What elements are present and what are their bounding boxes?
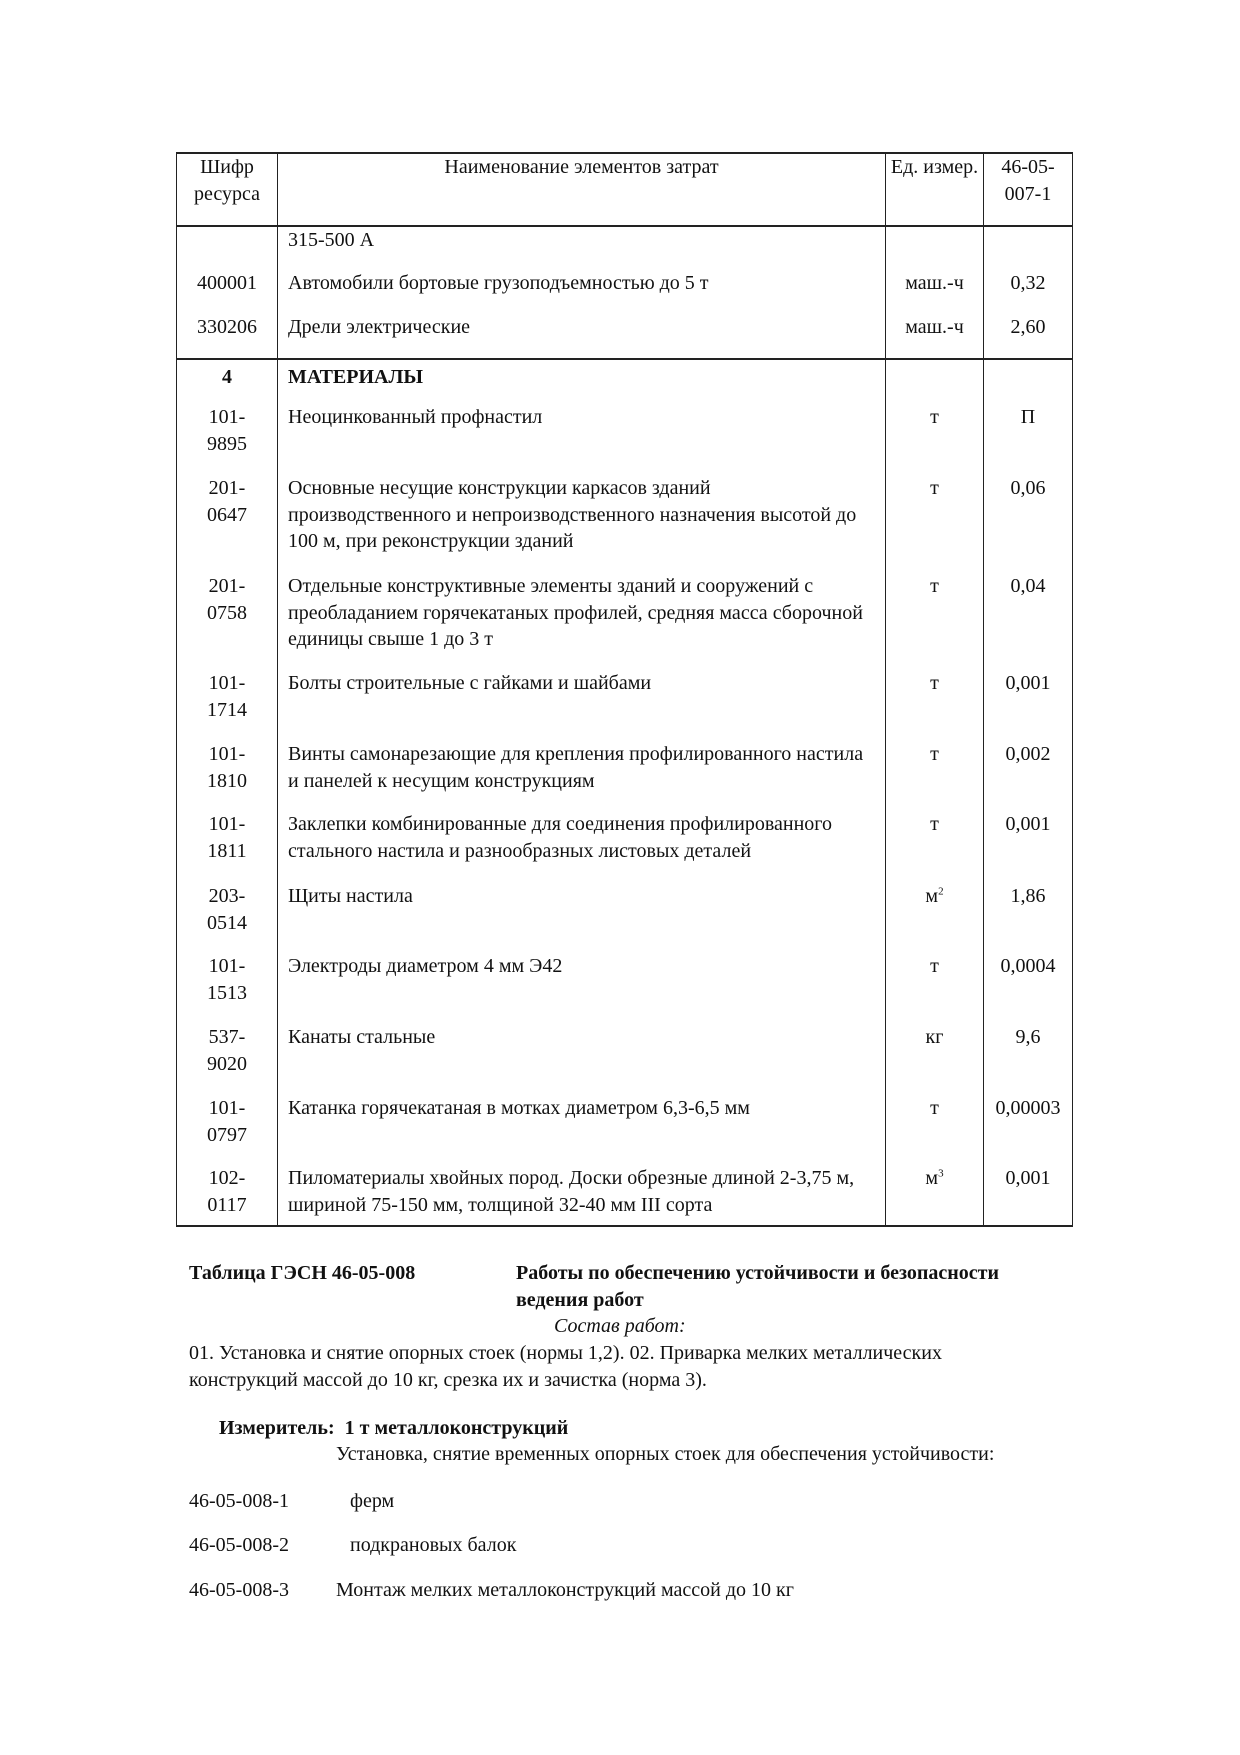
cell-code: 101- 1513 bbox=[177, 953, 278, 1024]
cell-name: Основные несущие конструкции каркасов зданий производственного и непроизводственного назначения высотой до 100 м, при реконструкции зданий bbox=[278, 475, 886, 573]
cell-unit: маш.-ч bbox=[886, 270, 984, 314]
table-row bbox=[177, 811, 1073, 883]
cell-code: 201- 0647 bbox=[177, 475, 278, 573]
header-name: Наименование элементов затрат bbox=[278, 153, 886, 226]
table-id: Таблица ГЭСН 46-05-008 bbox=[189, 1262, 416, 1284]
cell-unit bbox=[886, 953, 984, 1024]
cell-name: Болты строительные с гайками и шайбами bbox=[278, 670, 886, 741]
resource-table bbox=[176, 152, 1073, 1227]
unit-text: т bbox=[930, 813, 939, 835]
unit-text: м bbox=[925, 1167, 939, 1189]
cell-name: Неоцинкованный профнастил bbox=[278, 404, 886, 475]
table-row bbox=[177, 314, 1073, 359]
meter-value: 1 т металлоконструкций bbox=[344, 1417, 569, 1439]
header-unit: Ед. измер. bbox=[886, 153, 984, 226]
cell-unit bbox=[886, 741, 984, 811]
table-row bbox=[177, 270, 1073, 314]
header-code: Шифр ресурса bbox=[177, 153, 278, 226]
cell-unit bbox=[886, 573, 984, 670]
cell-value: 0,002 bbox=[984, 741, 1073, 811]
cell-name: Электроды диаметром 4 мм Э42 bbox=[278, 953, 886, 1024]
cell-value: 1,86 bbox=[984, 883, 1073, 953]
cell-value: 0,001 bbox=[984, 1165, 1073, 1226]
table-row bbox=[177, 226, 1073, 270]
cell-unit bbox=[886, 670, 984, 741]
section-number: 4 bbox=[177, 359, 278, 404]
unit-text: кг bbox=[925, 1026, 944, 1048]
composition-label: Состав работ: bbox=[554, 1315, 686, 1337]
cell-name: Катанка горячекатаная в мотках диаметром 6,3-6,5 мм bbox=[278, 1095, 886, 1165]
unit-text: м bbox=[925, 885, 939, 907]
cell-code: 101- 0797 bbox=[177, 1095, 278, 1165]
table-row bbox=[177, 670, 1073, 741]
table-row bbox=[177, 475, 1073, 573]
cell-value: 0,001 bbox=[984, 670, 1073, 741]
cell-name: Щиты настила bbox=[278, 883, 886, 953]
cell-code: 101- 1811 bbox=[177, 811, 278, 883]
cell-value: 0,32 bbox=[984, 270, 1073, 314]
table-row bbox=[177, 1095, 1073, 1165]
cell-unit bbox=[886, 475, 984, 573]
cell-name: Отдельные конструктивные элементы зданий и сооружений с преобладанием горячекатаных профилей, средняя масса сборочной единицы свыше 1 до 3 т bbox=[278, 573, 886, 670]
cell-unit bbox=[886, 1024, 984, 1095]
table-row bbox=[177, 573, 1073, 670]
cell-code: 101- 1810 bbox=[177, 741, 278, 811]
cell-unit bbox=[886, 811, 984, 883]
unit-text: т bbox=[930, 1097, 939, 1119]
cell-name: Заклепки комбинированные для соединения профилированного стального настила и разнообразных листовых деталей bbox=[278, 811, 886, 883]
table-row bbox=[177, 404, 1073, 475]
table-row bbox=[177, 883, 1073, 953]
cell-code: 400001 bbox=[177, 270, 278, 314]
header-norm: 46-05-007-1 bbox=[984, 153, 1073, 226]
table-header-row bbox=[177, 153, 1073, 226]
cell-name: Канаты стальные bbox=[278, 1024, 886, 1095]
cell-unit bbox=[886, 883, 984, 953]
item-code: 46-05-008-1 bbox=[189, 1490, 289, 1512]
cell-unit bbox=[886, 1095, 984, 1165]
cell-value: 2,60 bbox=[984, 314, 1073, 359]
meter bbox=[219, 1415, 568, 1442]
cell-value: 0,001 bbox=[984, 811, 1073, 883]
item-name: ферм bbox=[350, 1490, 395, 1512]
cell-name: Дрели электрические bbox=[278, 314, 886, 359]
cell-name: Винты самонарезающие для крепления профилированного настила и панелей к несущим конструкциям bbox=[278, 741, 886, 811]
cell-code: 101- 9895 bbox=[177, 404, 278, 475]
item-code: 46-05-008-2 bbox=[189, 1534, 289, 1556]
cell-unit bbox=[886, 1165, 984, 1226]
table-row bbox=[177, 1165, 1073, 1226]
section-title: Работы по обеспечению устойчивости и безопасности ведения работ bbox=[516, 1262, 1000, 1311]
cell-code: 537- 9020 bbox=[177, 1024, 278, 1095]
item-code: 46-05-008-3 bbox=[189, 1579, 289, 1601]
unit-text: т bbox=[930, 406, 939, 428]
cell-code: 201- 0758 bbox=[177, 573, 278, 670]
cell-value: 0,04 bbox=[984, 573, 1073, 670]
unit-text: т bbox=[930, 672, 939, 694]
cell-code: 330206 bbox=[177, 314, 278, 359]
cell-name: Автомобили бортовые грузоподъемностью до 5 т bbox=[278, 270, 886, 314]
table-row bbox=[177, 1024, 1073, 1095]
table-row bbox=[177, 741, 1073, 811]
unit-superscript: 3 bbox=[938, 1167, 944, 1180]
section-title: МАТЕРИАЛЫ bbox=[278, 359, 886, 404]
cell-value: П bbox=[984, 404, 1073, 475]
table-row bbox=[177, 953, 1073, 1024]
item-name: подкрановых балок bbox=[350, 1534, 517, 1556]
materials-section-row bbox=[177, 359, 1073, 404]
cell-code: 101- 1714 bbox=[177, 670, 278, 741]
group-title: Установка, снятие временных опорных стоек для обеспечения устойчивости: bbox=[336, 1443, 995, 1465]
unit-superscript: 2 bbox=[938, 885, 944, 898]
cell-value: 0,00003 bbox=[984, 1095, 1073, 1165]
cell-unit: маш.-ч bbox=[886, 314, 984, 359]
unit-text: т bbox=[930, 743, 939, 765]
meter-label: Измеритель: bbox=[219, 1417, 335, 1439]
item-name: Монтаж мелких металлоконструкций массой до 10 кг bbox=[336, 1579, 794, 1601]
cell-value: 9,6 bbox=[984, 1024, 1073, 1095]
cell-value: 0,06 bbox=[984, 475, 1073, 573]
machines-tail: 315-500 А bbox=[278, 226, 886, 270]
cell-code: 102- 0117 bbox=[177, 1165, 278, 1226]
cell-unit bbox=[886, 404, 984, 475]
unit-text: т bbox=[930, 477, 939, 499]
composition-text: 01. Установка и снятие опорных стоек (нормы 1,2). 02. Приварка мелких металлических конструкций массой до 10 кг, срезка их и зачистка (норма 3). bbox=[189, 1342, 942, 1391]
cell-name: Пиломатериалы хвойных пород. Доски обрезные длиной 2-3,75 м, шириной 75-150 мм, толщиной 32-40 мм III сорта bbox=[278, 1165, 886, 1226]
unit-text: т bbox=[930, 575, 939, 597]
unit-text: т bbox=[930, 955, 939, 977]
cell-value: 0,0004 bbox=[984, 953, 1073, 1024]
cell-code: 203- 0514 bbox=[177, 883, 278, 953]
